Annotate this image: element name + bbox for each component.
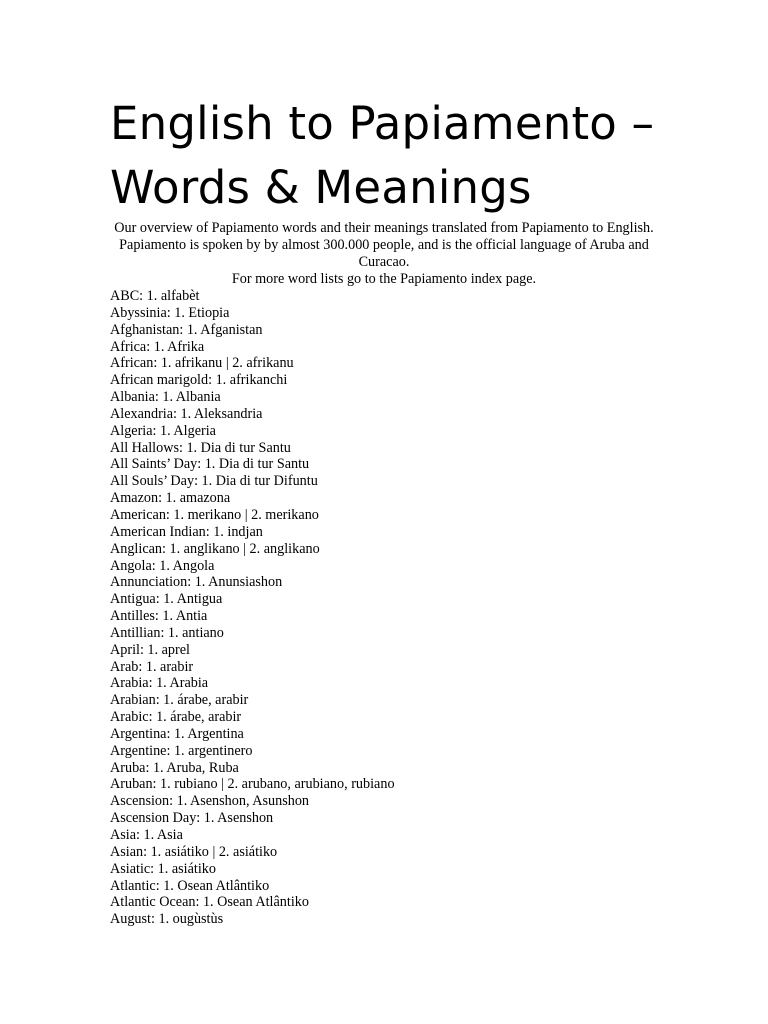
list-item: Antillian: 1. antiano: [110, 624, 224, 641]
intro-more-link-text: For more word lists go to the Papiamento index page.: [231, 271, 537, 287]
list-item: Argentine: 1. argentinero: [110, 742, 253, 759]
list-item: Ascension: 1. Asenshon, Asunshon: [110, 793, 310, 810]
list-item: All Hallows: 1. Dia di tur Santu: [110, 439, 291, 456]
list-item: American: 1. merikano | 2. merikano: [110, 506, 319, 523]
list-item: Arabic: 1. árabe, arabir: [110, 709, 242, 726]
page-title-line-1: English to Papiamento –: [110, 97, 655, 150]
list-item: African: 1. afrikanu | 2. afrikanu: [110, 355, 294, 372]
list-item: Asiatic: 1. asiátiko: [110, 860, 216, 877]
list-item: Anglican: 1. anglikano | 2. anglikano: [110, 540, 320, 557]
list-item: All Saints’ Day: 1. Dia di tur Santu: [110, 456, 310, 473]
list-item: Argentina: 1. Argentina: [110, 725, 244, 742]
list-item: American Indian: 1. indjan: [110, 523, 263, 540]
list-item: Arabia: 1. Arabia: [110, 675, 209, 692]
list-item: Atlantic: 1. Osean Atlântiko: [110, 877, 270, 894]
list-item: Algeria: 1. Algeria: [110, 422, 216, 439]
list-item: Aruban: 1. rubiano | 2. arubano, arubiano, rubiano: [110, 776, 395, 793]
list-item: Atlantic Ocean: 1. Osean Atlântiko: [110, 894, 309, 911]
list-item: All Souls’ Day: 1. Dia di tur Difuntu: [110, 473, 318, 490]
page-title-line-2: Words & Meanings: [110, 161, 532, 214]
list-item: African marigold: 1. afrikanchi: [110, 372, 288, 389]
list-item: Asian: 1. asiátiko | 2. asiátiko: [110, 843, 278, 860]
list-item: Amazon: 1. amazona: [110, 490, 231, 507]
list-item: Angola: 1. Angola: [110, 557, 215, 574]
list-item: April: 1. aprel: [110, 641, 190, 658]
list-item: Africa: 1. Afrika: [110, 338, 205, 355]
list-item: Antigua: 1. Antigua: [110, 591, 223, 608]
list-item: Albania: 1. Albania: [110, 389, 221, 406]
list-item: Antilles: 1. Antia: [110, 608, 208, 625]
list-item: Abyssinia: 1. Etiopia: [110, 304, 230, 321]
page-title: [110, 92, 658, 220]
list-item: Arabian: 1. árabe, arabir: [110, 692, 249, 709]
list-item: ABC: 1. alfabèt: [110, 288, 200, 304]
list-item: Asia: 1. Asia: [110, 827, 183, 843]
document-page: [110, 92, 658, 928]
list-item: Aruba: 1. Aruba, Ruba: [110, 759, 239, 776]
list-item: August: 1. ougùstùs: [110, 911, 224, 928]
word-list: [110, 288, 658, 928]
list-item: Alexandria: 1. Aleksandria: [110, 405, 263, 422]
list-item: Afghanistan: 1. Afganistan: [110, 321, 263, 338]
list-item: Ascension Day: 1. Asenshon: [110, 810, 274, 827]
intro-text: [110, 220, 658, 288]
list-item: Annunciation: 1. Anunsiashon: [110, 574, 283, 591]
list-item: Arab: 1. arabir: [110, 658, 194, 675]
intro-paragraph: Our overview of Papiamento words and their meanings translated from Papiamento to English. Papiamento is spoken by by almost 300.000 people, and is the official language of Aruba and Curacao.: [114, 220, 654, 270]
